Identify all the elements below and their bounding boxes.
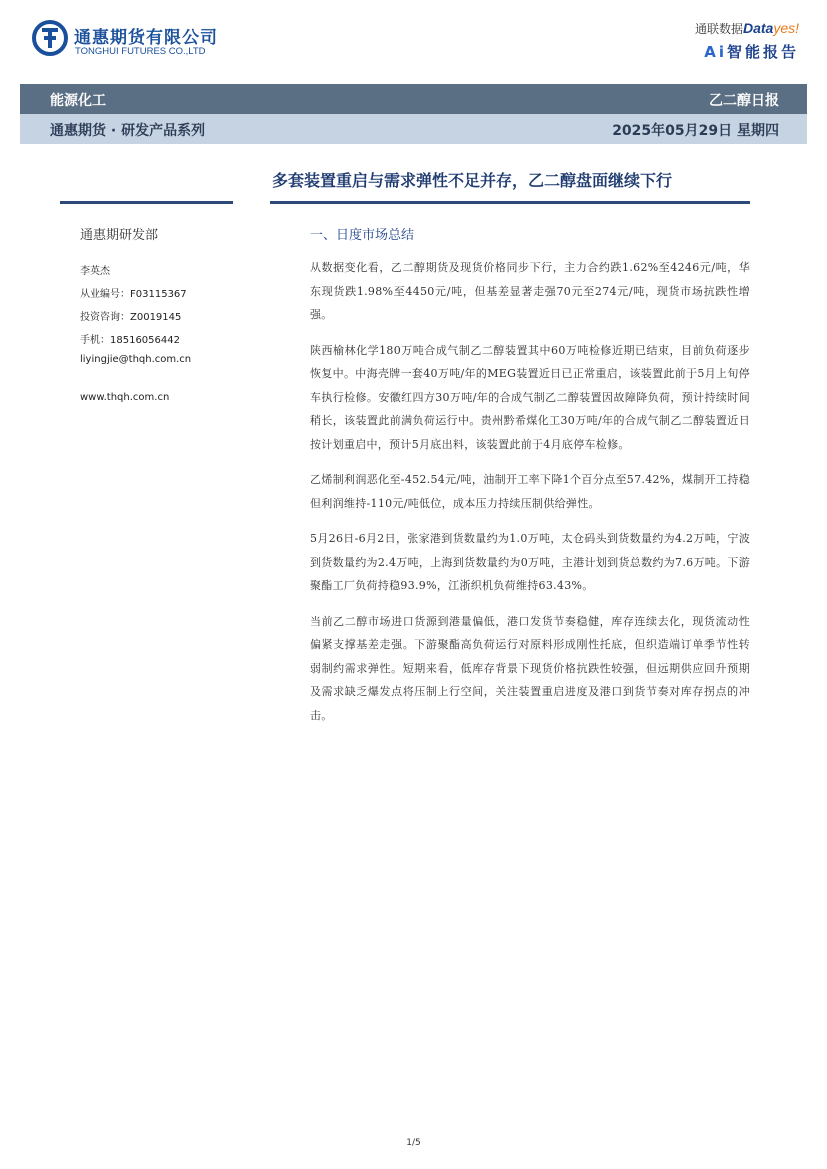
analyst-license: 从业编号：F03115367 — [80, 289, 187, 300]
datayes-brand — [695, 20, 799, 62]
research-dept: 通惠期研发部 — [80, 228, 159, 243]
paragraph-profit: 乙烯制利润恶化至-452.54元/吨，油制开工率下降1个百分点至57.42%，煤制开工持稳但利润维持-110元/吨低位，成本压力持续压制供给弹性。 — [310, 473, 750, 510]
brand-prefix: 通联数据 — [694, 22, 743, 36]
report-type-label: 乙二醇日报 — [709, 93, 779, 109]
report-date: 2025年05月29日 星期四 — [612, 123, 779, 139]
analyst-phone: 手机：18516056442 — [80, 335, 180, 346]
analyst-name: 李英杰 — [80, 266, 110, 277]
paragraph-arrivals: 5月26日-6月2日，张家港到货数量约为1.0万吨，太仓码头到货数量约为4.2万吨，宁波到货数量约为2.4万吨，上海到货数量约为0万吨，主港计划到货总数约为7.6万吨。下游聚酯工厂负荷持稳93.9%，江浙织机负荷维持63.43%。 — [310, 532, 750, 592]
ai-report-label — [695, 41, 799, 62]
category-label: 能源化工 — [50, 93, 106, 109]
analyst-email[interactable]: liyingjie@thqh.com.cn — [80, 354, 192, 365]
company-website[interactable]: www.thqh.com.cn — [80, 392, 170, 403]
series-bar — [20, 114, 807, 144]
paragraph-outlook: 当前乙二醇市场进口货源到港量偏低，港口发货节奏稳健，库存连续去化，现货流动性偏紧支撑基差走强。下游聚酯高负荷运行对原料形成刚性托底，但织造端订单季节性转弱制约需求弹性。短期来看，低库存背景下现货价格抗跌性较强，但远期供应回升预期及需求缺乏爆发点将压制上行空间，关注装置重启进度及港口到货节奏对库存拐点的冲击。 — [310, 614, 750, 722]
ai-icon: Ai — [704, 43, 727, 61]
analyst-consult-id: 投资咨询：Z0019145 — [80, 312, 182, 323]
sidebar-divider — [60, 201, 233, 204]
tonghui-logo-icon — [32, 20, 68, 56]
report-title: 多套装置重启与需求弹性不足并存，乙二醇盘面继续下行 — [272, 171, 673, 190]
category-bar — [20, 84, 807, 114]
paragraph-supply-devices: 陕西榆林化学180万吨合成气制乙二醇装置其中60万吨检修近期已结束，目前负荷逐步恢复中。中海壳牌一套40万吨/年的MEG装置近日已正常重启，该装置此前于5月上旬停车执行检修。安徽红四方30万吨/年的合成气制乙二醇装置因故障降负荷，预计持续时间稍长，该装置此前满负荷运行中。贵州黔希煤化工30万吨/年的合成气制乙二醇装置近日按计划重启中，预计5月底出料，该装置此前于4月底停车检修。 — [310, 343, 750, 451]
report-body — [310, 256, 750, 739]
brand-report: 智能报告 — [726, 43, 799, 61]
company-name-cn: 通惠期货有限公司 — [74, 28, 218, 48]
series-label: 通惠期货 · 研发产品系列 — [50, 123, 206, 139]
section-title: 一、日度市场总结 — [310, 228, 415, 243]
brand-data: Data — [742, 20, 774, 36]
company-logo — [32, 20, 232, 60]
company-name-en: TONGHUI FUTURES CO.,LTD — [75, 46, 206, 57]
datayes-brand-line — [695, 20, 799, 37]
page-number: 1/5 — [406, 1138, 421, 1148]
title-divider — [270, 201, 750, 204]
brand-yes: yes! — [773, 20, 799, 36]
paragraph-price-summary: 从数据变化看，乙二醇期货及现货价格同步下行，主力合约跌1.62%至4246元/吨，华东现货跌1.98%至4450元/吨，但基差显著走强70元至274元/吨，现货市场抗跌性增强。 — [310, 261, 750, 321]
